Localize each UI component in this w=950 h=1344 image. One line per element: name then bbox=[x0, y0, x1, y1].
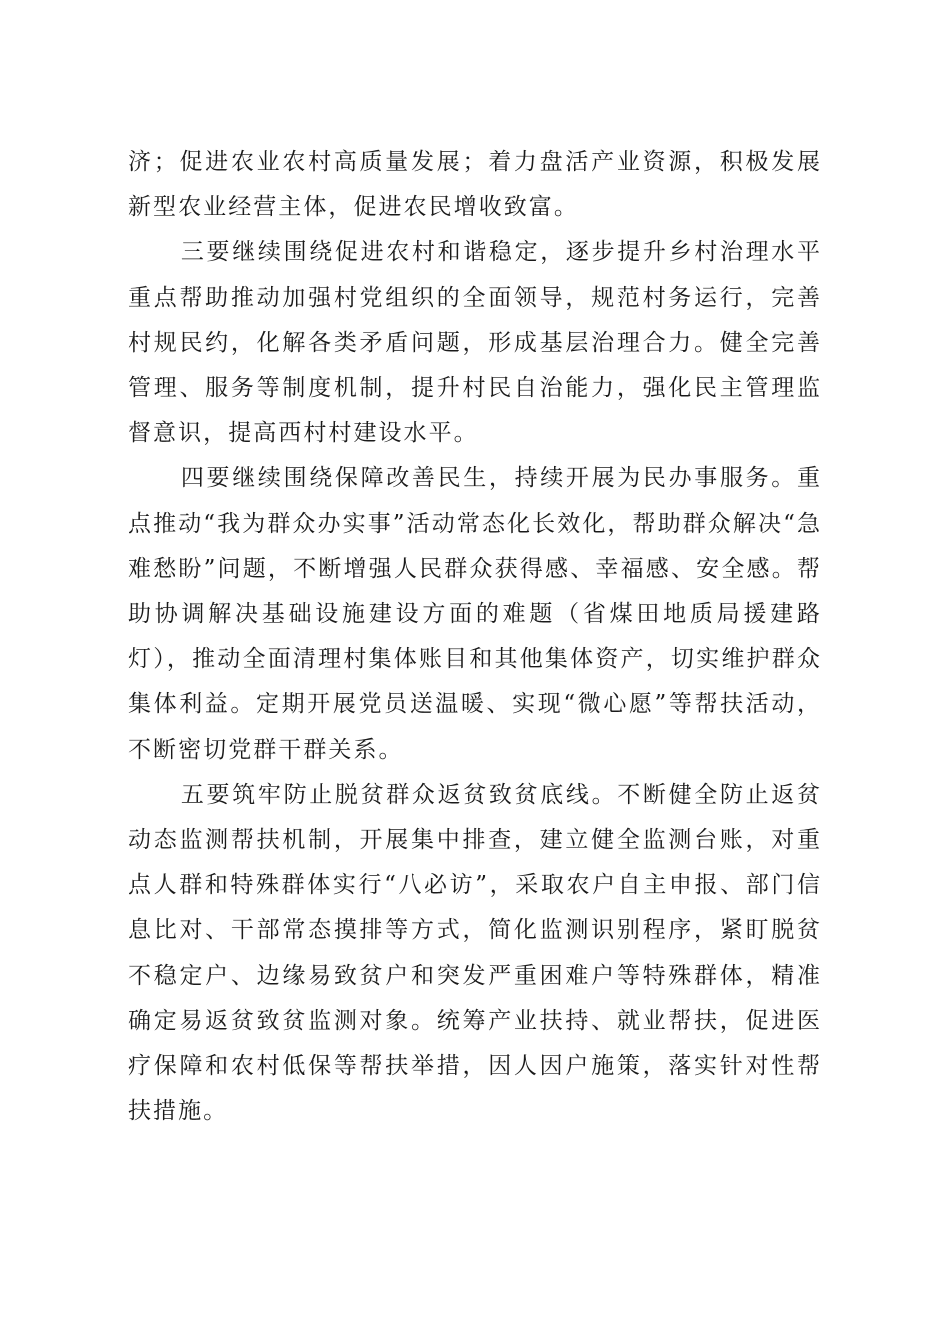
paragraph-poverty-prevention: 五要筑牢防止脱贫群众返贫致贫底线。不断健全防止返贫动态监测帮扶机制，开展集中排查，建立健全监测台账，对重点人群和特殊群体实行“八必访”，采取农户自主申报、部门信息比对、干部常态摸排等方式，简化监测识别程序，紧盯脱贫不稳定户、边缘易致贫户和突发严重困难户等特殊群体，精准确定易返贫致贫监测对象。统筹产业扶持、就业帮扶，促进医疗保障和农村低保等帮扶举措，因人因户施策，落实针对性帮扶措施。 bbox=[128, 781, 822, 1125]
body-text bbox=[128, 140, 822, 1134]
paragraph-livelihood: 四要继续围绕保障改善民生，持续开展为民办事服务。重点推动“我为群众办实事”活动常态化长效化，帮助群众解决“急难愁盼”问题，不断增强人民群众获得感、幸福感、安全感。帮助协调解决基础设施建设方面的难题（省煤田地质局援建路灯），推动全面清理村集体账目和其他集体资产，切实维护群众集体利益。定期开展党员送温暖、实现“微心愿”等帮扶活动，不断密切党群干群关系。 bbox=[128, 465, 822, 763]
paragraph-continuation: 济；促进农业农村高质量发展；着力盘活产业资源，积极发展新型农业经营主体，促进农民增收致富。 bbox=[128, 149, 822, 221]
paragraph-rural-governance: 三要继续围绕促进农村和谐稳定，逐步提升乡村治理水平重点帮助推动加强村党组织的全面领导，规范村务运行，完善村规民约，化解各类矛盾问题，形成基层治理合力。健全完善管理、服务等制度机制，提升村民自治能力，强化民主管理监督意识，提高西村村建设水平。 bbox=[128, 239, 822, 447]
